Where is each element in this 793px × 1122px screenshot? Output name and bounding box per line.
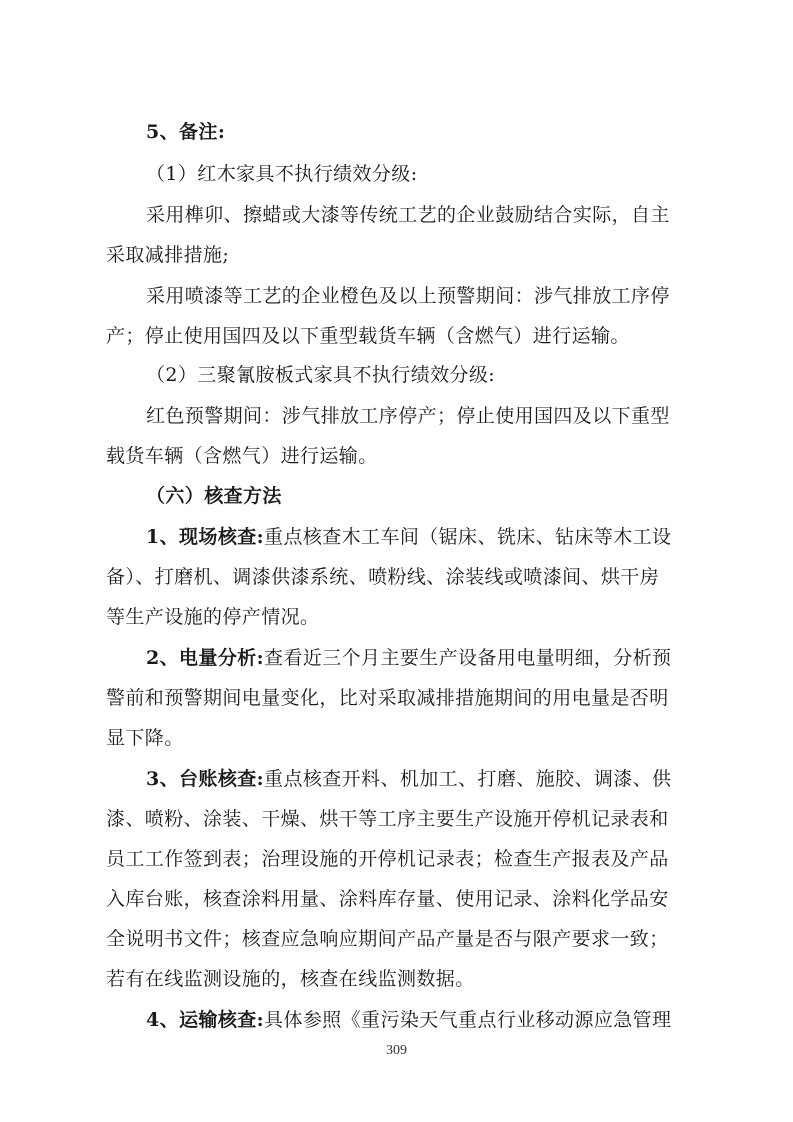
paragraph-line: 备）、打磨机、调漆供漆系统、喷粉线、涂装线或喷漆间、烘干房 <box>106 566 660 588</box>
paragraph-line: 员工工作签到表；治理设施的开停机记录表；检查生产报表及产品 <box>106 848 669 870</box>
note-2-heading: （2）三聚氰胺板式家具不执行绩效分级: <box>146 364 496 386</box>
paragraph-line: 采用喷漆等工艺的企业橙色及以上预警期间：涉气排放工序停 <box>146 285 670 307</box>
paragraph-line: 载货车辆（含燃气）进行运输。 <box>106 445 378 467</box>
item-3-label: 3、台账核查: <box>146 768 265 790</box>
paragraph-line: 漆、喷粉、涂装、干燥、烘干等工序主要生产设施开停机记录表和 <box>106 808 669 830</box>
item-1-line <box>146 526 671 548</box>
paragraph-line: 采取减排措施; <box>106 244 230 266</box>
item-4-label: 4、运输核查: <box>146 1009 265 1031</box>
item-1-label: 1、现场核查: <box>146 526 265 548</box>
section-5-title: 5、备注: <box>146 121 226 143</box>
item-3-text: 重点核查开料、机加工、打磨、施胶、调漆、供 <box>264 768 672 790</box>
item-2-line <box>146 647 671 669</box>
page-number: 309 <box>386 1043 407 1058</box>
paragraph-line: 全说明书文件；核查应急响应期间产品产量是否与限产要求一致； <box>106 928 669 950</box>
item-1-text: 重点核查木工车间（锯床、铣床、钻床等木工设 <box>264 526 672 548</box>
paragraph-line: 若有在线监测设施的，核查在线监测数据。 <box>106 968 475 990</box>
paragraph-line: 产；停止使用国四及以下重型载货车辆（含燃气）进行运输。 <box>106 325 630 347</box>
item-4-line <box>146 1009 671 1031</box>
paragraph-line: 入库台账，核查涂料用量、涂料库存量、使用记录、涂料化学品安 <box>106 888 669 910</box>
paragraph-line: 警前和预警期间电量变化，比对采取减排措施期间的用电量是否明 <box>106 687 669 709</box>
item-2-text: 查看近三个月主要生产设备用电量明细，分析预 <box>264 647 672 669</box>
item-2-label: 2、电量分析: <box>146 647 265 669</box>
note-1-heading: （1）红木家具不执行绩效分级: <box>146 163 418 185</box>
item-3-line <box>146 768 671 790</box>
paragraph-line: 采用榫卯、擦蜡或大漆等传统工艺的企业鼓励结合实际，自主 <box>146 204 670 226</box>
paragraph-line: 显下降。 <box>106 727 184 749</box>
paragraph-line: 红色预警期间：涉气排放工序停产；停止使用国四及以下重型 <box>146 405 670 427</box>
paragraph-line: 等生产设施的停产情况。 <box>106 606 320 628</box>
section-6-title: （六）核查方法 <box>146 485 282 507</box>
item-4-text: 具体参照《重污染天气重点行业移动源应急管理 <box>264 1009 672 1031</box>
